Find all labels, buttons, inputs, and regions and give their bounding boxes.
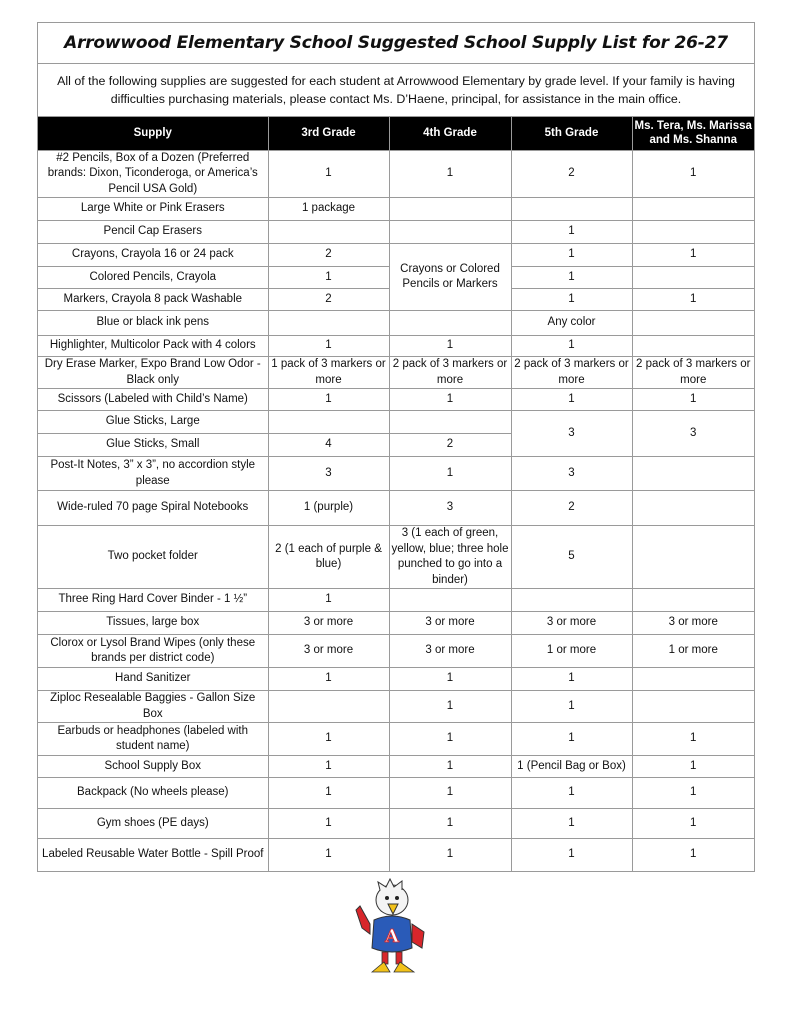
grade3-cell — [268, 311, 389, 336]
teachers-cell — [632, 457, 754, 491]
grade5-cell: Any color — [511, 311, 632, 336]
supply-cell: Backpack (No wheels please) — [38, 778, 268, 809]
teachers-cell: 1 — [632, 289, 754, 311]
supply-cell: Labeled Reusable Water Bottle - Spill Proof — [38, 839, 268, 871]
intro-text: All of the following supplies are suggested for each student at Arrowwood Elementary by grade level. If your family is having difficulties purchasing materials, please contact Ms. D’Haene, principal, for assistance in the main office. — [57, 74, 735, 106]
grade4-cell: 1 — [389, 756, 511, 778]
supply-cell: Three Ring Hard Cover Binder - 1 ½” — [38, 589, 268, 612]
teachers-cell: 1 — [632, 389, 754, 411]
grade3-cell — [268, 411, 389, 434]
teachers-cell — [632, 589, 754, 612]
intro-row — [38, 64, 754, 117]
grade5-cell: 1 — [511, 336, 632, 357]
teachers-cell: 1 — [632, 244, 754, 267]
supply-table — [38, 117, 754, 871]
grade3-cell: 1 — [268, 336, 389, 357]
grade4-cell: 1 — [389, 778, 511, 809]
teachers-cell — [632, 336, 754, 357]
teachers-cell — [632, 198, 754, 221]
table-row — [38, 635, 754, 668]
table-row — [38, 612, 754, 635]
table-row — [38, 589, 754, 612]
grade3-cell — [268, 691, 389, 723]
grade5-cell: 1 — [511, 267, 632, 289]
teachers-cell — [632, 491, 754, 526]
grade3-cell: 3 or more — [268, 635, 389, 668]
mascot-shirt-letter: A — [385, 926, 399, 947]
supply-list-document — [37, 22, 755, 872]
grade4-cell: 1 — [389, 809, 511, 839]
table-row — [38, 778, 754, 809]
grade4-cell — [389, 589, 511, 612]
teachers-cell: 1 — [632, 839, 754, 871]
grade3-cell: 1 — [268, 778, 389, 809]
teachers-cell: 3 or more — [632, 612, 754, 635]
grade3-cell: 3 or more — [268, 612, 389, 635]
grade4-cell: 1 — [389, 691, 511, 723]
teachers-merged-cell: 3 — [632, 411, 754, 457]
supply-cell: Wide-ruled 70 page Spiral Notebooks — [38, 491, 268, 526]
supply-cell: Tissues, large box — [38, 612, 268, 635]
supply-cell: Highlighter, Multicolor Pack with 4 colors — [38, 336, 268, 357]
mascot-eye-right — [395, 896, 399, 900]
header-5th-grade: 5th Grade — [511, 117, 632, 150]
mascot-right-wing — [412, 924, 424, 948]
table-row — [38, 198, 754, 221]
table-header-row — [38, 117, 754, 150]
header-3rd-grade: 3rd Grade — [268, 117, 389, 150]
grade5-cell: 1 — [511, 839, 632, 871]
table-row — [38, 491, 754, 526]
grade3-cell: 1 pack of 3 markers or more — [268, 357, 389, 389]
grade3-cell: 1 — [268, 267, 389, 289]
table-row — [38, 809, 754, 839]
grade4-cell: 1 — [389, 150, 511, 198]
grade4-cell: 2 pack of 3 markers or more — [389, 357, 511, 389]
table-row — [38, 723, 754, 756]
teachers-cell — [632, 221, 754, 244]
grade4-cell: 2 — [389, 434, 511, 457]
teachers-cell: 1 or more — [632, 635, 754, 668]
grade4-merged-cell: Crayons or Colored Pencils or Markers — [389, 244, 511, 311]
grade3-cell: 1 — [268, 389, 389, 411]
grade5-cell: 1 or more — [511, 635, 632, 668]
teachers-cell — [632, 691, 754, 723]
page-title: Arrowwood Elementary School Suggested School Supply List for 26-27 — [64, 33, 728, 53]
grade5-cell: 1 — [511, 244, 632, 267]
supply-cell: Ziploc Resealable Baggies - Gallon Size Box — [38, 691, 268, 723]
mascot-leg-right — [396, 952, 402, 964]
grade5-cell: 1 — [511, 809, 632, 839]
grade3-cell: 2 (1 each of purple & blue) — [268, 526, 389, 589]
table-row — [38, 244, 754, 267]
grade5-cell: 1 — [511, 723, 632, 756]
table-row — [38, 311, 754, 336]
grade3-cell: 1 package — [268, 198, 389, 221]
supply-cell: Pencil Cap Erasers — [38, 221, 268, 244]
supply-cell: Earbuds or headphones (labeled with student name) — [38, 723, 268, 756]
grade3-cell: 1 — [268, 150, 389, 198]
grade5-cell: 2 — [511, 491, 632, 526]
title-row — [38, 23, 754, 64]
grade3-cell: 1 — [268, 723, 389, 756]
grade4-cell: 1 — [389, 336, 511, 357]
supply-cell: #2 Pencils, Box of a Dozen (Preferred brands: Dixon, Ticonderoga, or America’s Pencil USA Gold) — [38, 150, 268, 198]
table-row — [38, 839, 754, 871]
supply-cell: Glue Sticks, Small — [38, 434, 268, 457]
supply-cell: Markers, Crayola 8 pack Washable — [38, 289, 268, 311]
teachers-cell — [632, 267, 754, 289]
grade5-cell: 5 — [511, 526, 632, 589]
grade4-cell: 1 — [389, 723, 511, 756]
table-row — [38, 221, 754, 244]
supply-cell: Crayons, Crayola 16 or 24 pack — [38, 244, 268, 267]
supply-cell: Two pocket folder — [38, 526, 268, 589]
supply-cell: Large White or Pink Erasers — [38, 198, 268, 221]
table-row — [38, 389, 754, 411]
teachers-cell: 2 pack of 3 markers or more — [632, 357, 754, 389]
grade3-cell: 1 — [268, 809, 389, 839]
supply-cell: School Supply Box — [38, 756, 268, 778]
header-supply: Supply — [38, 117, 268, 150]
grade4-cell: 3 or more — [389, 635, 511, 668]
table-row — [38, 336, 754, 357]
grade5-cell: 2 — [511, 150, 632, 198]
supply-cell: Clorox or Lysol Brand Wipes (only these brands per district code) — [38, 635, 268, 668]
supply-cell: Colored Pencils, Crayola — [38, 267, 268, 289]
supply-cell: Scissors (Labeled with Child’s Name) — [38, 389, 268, 411]
grade4-cell: 1 — [389, 668, 511, 691]
grade3-cell: 1 — [268, 589, 389, 612]
mascot-head-tuft — [378, 879, 402, 890]
grade4-cell: 3 — [389, 491, 511, 526]
grade4-cell — [389, 311, 511, 336]
grade4-cell — [389, 221, 511, 244]
grade3-cell: 1 — [268, 839, 389, 871]
teachers-cell: 1 — [632, 778, 754, 809]
grade5-cell: 1 — [511, 668, 632, 691]
teachers-cell: 1 — [632, 756, 754, 778]
supply-cell: Blue or black ink pens — [38, 311, 268, 336]
teachers-cell — [632, 526, 754, 589]
grade4-cell: 1 — [389, 839, 511, 871]
grade3-cell: 2 — [268, 244, 389, 267]
grade4-cell: 1 — [389, 457, 511, 491]
teachers-cell: 1 — [632, 723, 754, 756]
grade5-cell: 2 pack of 3 markers or more — [511, 357, 632, 389]
table-row — [38, 668, 754, 691]
grade3-cell: 1 (purple) — [268, 491, 389, 526]
grade5-cell: 1 — [511, 691, 632, 723]
table-row — [38, 457, 754, 491]
grade4-cell — [389, 411, 511, 434]
grade4-cell: 1 — [389, 389, 511, 411]
supply-cell: Dry Erase Marker, Expo Brand Low Odor - Black only — [38, 357, 268, 389]
grade3-cell: 1 — [268, 668, 389, 691]
grade5-cell: 1 (Pencil Bag or Box) — [511, 756, 632, 778]
table-row — [38, 691, 754, 723]
teachers-cell: 1 — [632, 150, 754, 198]
table-row — [38, 411, 754, 434]
grade3-cell: 4 — [268, 434, 389, 457]
grade5-cell: 3 — [511, 457, 632, 491]
grade3-cell — [268, 221, 389, 244]
grade5-cell: 1 — [511, 289, 632, 311]
grade5-cell — [511, 589, 632, 612]
table-row — [38, 357, 754, 389]
grade4-cell — [389, 198, 511, 221]
grade5-cell: 1 — [511, 778, 632, 809]
supply-cell: Post-It Notes, 3” x 3”, no accordion style please — [38, 457, 268, 491]
supply-cell: Hand Sanitizer — [38, 668, 268, 691]
grade5-cell: 3 or more — [511, 612, 632, 635]
supply-cell: Glue Sticks, Large — [38, 411, 268, 434]
teachers-cell — [632, 668, 754, 691]
grade5-cell: 1 — [511, 389, 632, 411]
mascot-eye-left — [385, 896, 389, 900]
table-row — [38, 150, 754, 198]
grade3-cell: 3 — [268, 457, 389, 491]
eagle-mascot-image — [350, 876, 434, 976]
header-teachers: Ms. Tera, Ms. Marissa and Ms. Shanna — [632, 117, 754, 150]
grade3-cell: 1 — [268, 756, 389, 778]
grade5-cell — [511, 198, 632, 221]
mascot-leg-left — [382, 952, 388, 964]
teachers-cell — [632, 311, 754, 336]
grade4-cell: 3 (1 each of green, yellow, blue; three hole punched to go into a binder) — [389, 526, 511, 589]
supply-cell: Gym shoes (PE days) — [38, 809, 268, 839]
grade5-cell: 1 — [511, 221, 632, 244]
grade3-cell: 2 — [268, 289, 389, 311]
header-4th-grade: 4th Grade — [389, 117, 511, 150]
grade5-merged-cell: 3 — [511, 411, 632, 457]
teachers-cell: 1 — [632, 809, 754, 839]
table-row — [38, 756, 754, 778]
table-row — [38, 526, 754, 589]
mascot-left-wing — [356, 906, 370, 934]
grade4-cell: 3 or more — [389, 612, 511, 635]
